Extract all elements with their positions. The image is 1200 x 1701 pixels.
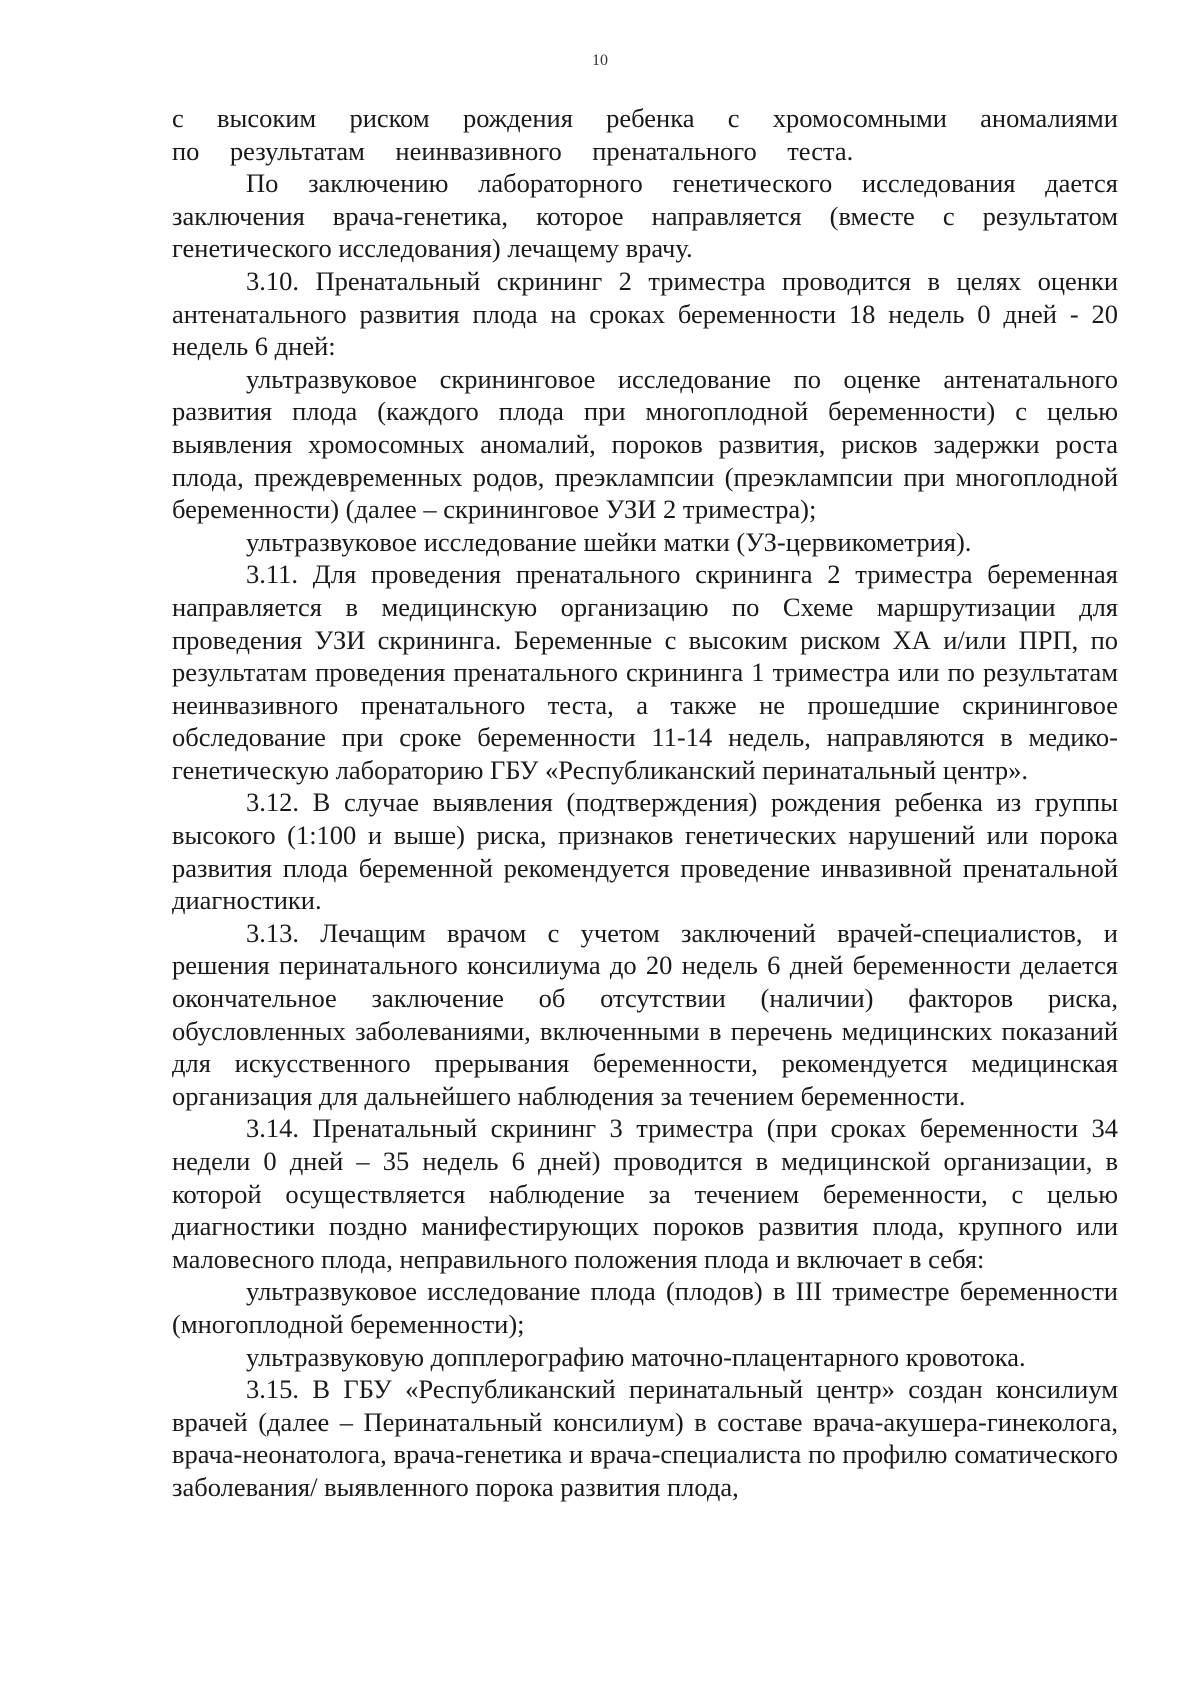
page-number: 10 xyxy=(592,52,608,69)
paragraph-ultrasound-screening: ультразвуковое скрининговое исследование по оценке антенатального развития плода (каждого плода при многоплодной беременности) с целью выявления хромосомных аномалий, пороков развития, рисков задержки роста плода, преждевременных родов, преэклампсии (преэклампсии при многоплодной беременности) (далее – скрининговое УЗИ 2 триместра); xyxy=(172,363,1118,525)
paragraph-3-12: 3.12. В случае выявления (подтверждения) рождения ребенка из группы высокого (1:100 и выше) риска, признаков генетических нарушений или порока развития плода беременной рекомендуется проведение инвазивной пренатальной диагностики. xyxy=(172,787,1118,916)
paragraph-genetic-conclusion: По заключению лабораторного генетического исследования дается заключения врача-генетика, которое направляется (вместе с результатом генетического исследования) лечащему врачу. xyxy=(172,168,1118,264)
paragraph-continuation: с высоким риском рождения ребенка с хромосомными аномалиями по результатам неинвазивного пренатального теста. xyxy=(172,103,1118,166)
paragraph-3-10: 3.10. Пренатальный скрининг 2 триместра проводится в целях оценки антенатального развития плода на сроках беременности 18 недель 0 дней - 20 недель 6 дней: xyxy=(172,265,1118,362)
paragraph-3-13: 3.13. Лечащим врачом с учетом заключений врачей-специалистов, и решения перинатального консилиума до 20 недель 6 дней беременности делается окончательное заключение об отсутствии (наличии) факторов риска, обусловленных заболеваниями, включенными в перечень медицинских показаний для искусственного прерывания беременности, рекомендуется медицинская организация для дальнейшего наблюдения за течением беременности. xyxy=(172,917,1118,1111)
paragraph-3-15: 3.15. В ГБУ «Республиканский перинатальный центр» создан консилиум врачей (далее – Перинатальный консилиум) в составе врача-акушера-гинеколога, врача-неонатолога, врача-генетика и врача-специалиста по профилю соматического заболевания/ выявленного порока развития плода, xyxy=(172,1374,1118,1502)
paragraph-3-11: 3.11. Для проведения пренатального скрининга 2 триместра беременная направляется в медицинскую организацию по Схеме маршрутизации для проведения УЗИ скрининга. Беременные с высоким риском ХА и/или ПРП, по результатам проведения пренатального скрининга 1 триместра или по результатам неинвазивного пренатального теста, а также не прошедшие скрининговое обследование при сроке беременности 11-14 недель, направляются в медико-генетическую лабораторию ГБУ «Республиканский перинатальный центр». xyxy=(172,559,1118,785)
paragraph-doppler: ультразвуковую допплерографию маточно-плацентарного кровотока. xyxy=(246,1341,1026,1372)
document-body xyxy=(172,102,1118,1504)
paragraph-cervicometry: ультразвуковое исследование шейки матки (УЗ-цервикометрия). xyxy=(246,526,972,557)
paragraph-third-trimester-ultrasound: ультразвуковое исследование плода (плодов) в III триместре беременности (многоплодной беременности); xyxy=(172,1276,1118,1339)
paragraph-3-14: 3.14. Пренатальный скрининг 3 триместра (при сроках беременности 34 недели 0 дней – 35 недель 6 дней) проводится в медицинской организации, в которой осуществляется наблюдение за течением беременности, с целью диагностики поздно манифестирующих пороков развития плода, крупного или маловесного плода, неправильного положения плода и включает в себя: xyxy=(172,1113,1118,1274)
